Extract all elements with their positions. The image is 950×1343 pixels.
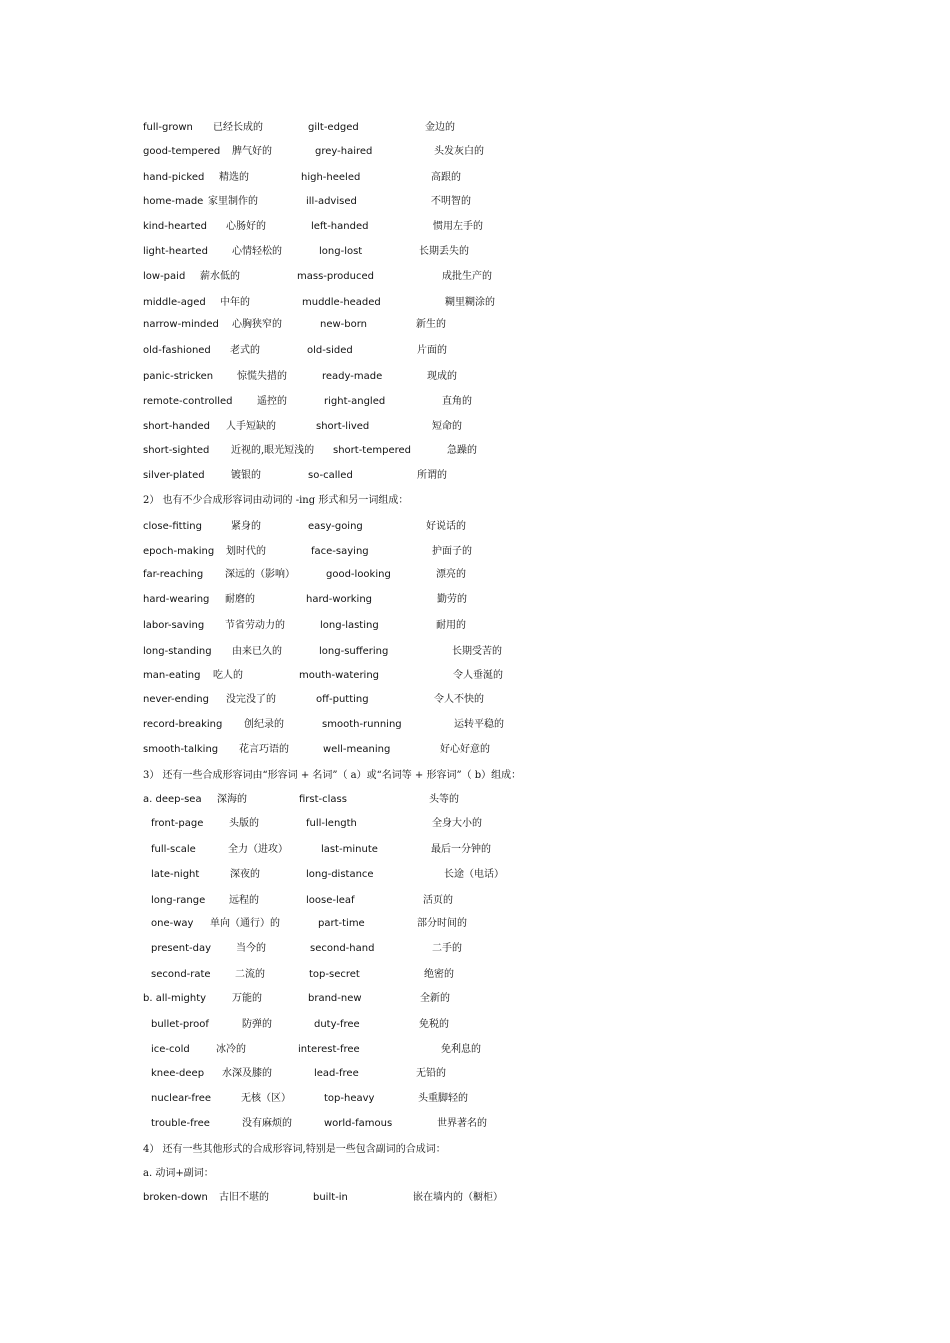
chinese-gloss: 老式的 xyxy=(230,345,260,356)
chinese-gloss: 护面子的 xyxy=(432,546,472,557)
vocab-row xyxy=(0,619,950,637)
chinese-gloss: 长期受苦的 xyxy=(452,646,502,657)
vocab-row xyxy=(0,121,950,139)
english-term: record-breaking xyxy=(143,719,223,730)
english-term: remote-controlled xyxy=(143,396,233,407)
english-term: easy-going xyxy=(308,521,363,532)
chinese-gloss: 高跟的 xyxy=(431,172,461,183)
english-term: middle-aged xyxy=(143,297,206,308)
english-term: first-class xyxy=(299,794,347,805)
vocab-row xyxy=(0,171,950,189)
chinese-gloss: 由来已久的 xyxy=(232,646,282,657)
vocab-row xyxy=(0,992,950,1010)
english-term: good-tempered xyxy=(143,146,221,157)
chinese-gloss: 短命的 xyxy=(432,421,462,432)
section-heading xyxy=(0,769,950,787)
vocab-row xyxy=(0,645,950,663)
english-term: full-length xyxy=(306,818,357,829)
english-term: short-handed xyxy=(143,421,210,432)
chinese-gloss: 吃人的 xyxy=(213,670,243,681)
english-term: brand-new xyxy=(308,993,362,1004)
chinese-gloss: 二流的 xyxy=(235,969,265,980)
english-term: lead-free xyxy=(314,1068,359,1079)
english-term: full-grown xyxy=(143,122,193,133)
english-term: smooth-running xyxy=(322,719,402,730)
chinese-gloss: 心胸狭窄的 xyxy=(232,319,282,330)
english-term: mouth-watering xyxy=(299,670,380,681)
vocab-row xyxy=(0,968,950,986)
chinese-gloss: 耐磨的 xyxy=(225,594,255,605)
english-term: full-scale xyxy=(151,844,196,855)
vocab-row xyxy=(0,220,950,238)
chinese-gloss: 片面的 xyxy=(417,345,447,356)
english-term: second-hand xyxy=(310,943,375,954)
chinese-gloss: 不明智的 xyxy=(431,196,471,207)
english-term: so-called xyxy=(308,470,353,481)
vocab-row xyxy=(0,1117,950,1135)
vocab-row xyxy=(0,469,950,487)
english-term: left-handed xyxy=(311,221,369,232)
english-term: far-reaching xyxy=(143,569,204,580)
vocab-row xyxy=(0,520,950,538)
chinese-gloss: 无铅的 xyxy=(416,1068,446,1079)
chinese-gloss: 全力（进攻） xyxy=(228,844,288,855)
english-term: old-sided xyxy=(307,345,353,356)
english-term: loose-leaf xyxy=(306,895,355,906)
chinese-gloss: 深远的（影响） xyxy=(225,569,295,580)
english-term: hard-wearing xyxy=(143,594,210,605)
english-term: man-eating xyxy=(143,670,201,681)
english-term: light-hearted xyxy=(143,246,208,257)
chinese-gloss: 万能的 xyxy=(232,993,262,1004)
vocab-row xyxy=(0,370,950,388)
english-term: knee-deep xyxy=(151,1068,205,1079)
chinese-gloss: 惊慌失措的 xyxy=(237,371,287,382)
english-term: long-range xyxy=(151,895,206,906)
english-term: hard-working xyxy=(306,594,373,605)
vocab-row xyxy=(0,245,950,263)
english-term: present-day xyxy=(151,943,212,954)
chinese-gloss: 嵌在墙内的（橱柜） xyxy=(413,1192,503,1203)
english-term: face-saying xyxy=(311,546,369,557)
chinese-gloss: 单向（通行）的 xyxy=(210,918,280,929)
vocab-row xyxy=(0,718,950,736)
chinese-gloss: 头发灰白的 xyxy=(434,146,484,157)
vocab-row xyxy=(0,1092,950,1110)
vocab-row xyxy=(0,894,950,912)
english-term: low-paid xyxy=(143,271,186,282)
vocab-row xyxy=(0,817,950,835)
english-term: long-lost xyxy=(319,246,363,257)
english-term: long-distance xyxy=(306,869,374,880)
english-term: panic-stricken xyxy=(143,371,214,382)
english-term: smooth-talking xyxy=(143,744,219,755)
vocab-row xyxy=(0,942,950,960)
chinese-gloss: 创纪录的 xyxy=(244,719,284,730)
chinese-gloss: 漂亮的 xyxy=(436,569,466,580)
chinese-gloss: 划时代的 xyxy=(226,546,266,557)
english-term: world-famous xyxy=(324,1118,393,1129)
english-term: never-ending xyxy=(143,694,209,705)
english-term: nuclear-free xyxy=(151,1093,212,1104)
chinese-gloss: 绝密的 xyxy=(424,969,454,980)
english-term: a. deep-sea xyxy=(143,794,202,805)
english-term: gilt-edged xyxy=(308,122,359,133)
english-term: ice-cold xyxy=(151,1044,190,1055)
chinese-gloss: 头版的 xyxy=(229,818,259,829)
chinese-gloss: 免利息的 xyxy=(441,1044,481,1055)
section-heading xyxy=(0,1143,950,1161)
chinese-gloss: 勤劳的 xyxy=(437,594,467,605)
english-term: ill-advised xyxy=(306,196,357,207)
english-term: good-looking xyxy=(326,569,391,580)
chinese-gloss: 活页的 xyxy=(423,895,453,906)
english-term: late-night xyxy=(151,869,200,880)
english-term: home-made xyxy=(143,196,204,207)
english-term: b. all-mighty xyxy=(143,993,207,1004)
chinese-gloss: 当今的 xyxy=(236,943,266,954)
chinese-gloss: 最后一分钟的 xyxy=(431,844,491,855)
chinese-gloss: 新生的 xyxy=(416,319,446,330)
chinese-gloss: 古旧不堪的 xyxy=(219,1192,269,1203)
english-term: short-sighted xyxy=(143,445,210,456)
chinese-gloss: 运转平稳的 xyxy=(454,719,504,730)
english-term: broken-down xyxy=(143,1192,208,1203)
chinese-gloss: 免税的 xyxy=(419,1019,449,1030)
vocab-row xyxy=(0,868,950,886)
chinese-gloss: 已经长成的 xyxy=(213,122,263,133)
chinese-gloss: 头等的 xyxy=(429,794,459,805)
chinese-gloss: 远程的 xyxy=(229,895,259,906)
english-term: last-minute xyxy=(321,844,378,855)
vocab-row xyxy=(0,270,950,288)
english-term: new-born xyxy=(320,319,368,330)
english-term: mass-produced xyxy=(297,271,374,282)
english-term: close-fitting xyxy=(143,521,202,532)
english-term: labor-saving xyxy=(143,620,205,631)
chinese-gloss: 长途（电话） xyxy=(444,869,504,880)
english-term: ready-made xyxy=(322,371,383,382)
english-term: long-suffering xyxy=(319,646,389,657)
english-term: top-secret xyxy=(309,969,360,980)
chinese-gloss: 耐用的 xyxy=(436,620,466,631)
vocab-row xyxy=(0,593,950,611)
heading-text: 4） 还有一些其他形式的合成形容词,特别是一些包含副词的合成词： xyxy=(143,1144,446,1155)
chinese-gloss: 二手的 xyxy=(432,943,462,954)
chinese-gloss: 成批生产的 xyxy=(442,271,492,282)
vocab-row xyxy=(0,793,950,811)
english-term: epoch-making xyxy=(143,546,215,557)
english-term: narrow-minded xyxy=(143,319,219,330)
chinese-gloss: 全新的 xyxy=(420,993,450,1004)
english-term: kind-hearted xyxy=(143,221,208,232)
chinese-gloss: 节省劳动力的 xyxy=(225,620,285,631)
english-term: duty-free xyxy=(314,1019,360,1030)
vocab-row xyxy=(0,344,950,362)
vocab-row xyxy=(0,195,950,213)
chinese-gloss: 紧身的 xyxy=(231,521,261,532)
heading-text: 2） 也有不少合成形容词由动词的 -ing 形式和另一词组成： xyxy=(143,495,409,506)
chinese-gloss: 遥控的 xyxy=(257,396,287,407)
chinese-gloss: 冰冷的 xyxy=(216,1044,246,1055)
chinese-gloss: 急躁的 xyxy=(447,445,477,456)
chinese-gloss: 防弹的 xyxy=(242,1019,272,1030)
vocab-row xyxy=(0,843,950,861)
chinese-gloss: 所谓的 xyxy=(417,470,447,481)
chinese-gloss: 糊里糊涂的 xyxy=(445,297,495,308)
chinese-gloss: 中年的 xyxy=(220,297,250,308)
english-term: part-time xyxy=(318,918,365,929)
vocab-row xyxy=(0,669,950,687)
section-heading xyxy=(0,494,950,512)
vocab-row xyxy=(0,1018,950,1036)
vocab-row xyxy=(0,318,950,336)
english-term: long-standing xyxy=(143,646,212,657)
chinese-gloss: 无核（区） xyxy=(241,1093,291,1104)
vocab-row xyxy=(0,693,950,711)
chinese-gloss: 好说话的 xyxy=(426,521,466,532)
english-term: bullet-proof xyxy=(151,1019,209,1030)
english-term: long-lasting xyxy=(320,620,379,631)
vocab-row xyxy=(0,917,950,935)
english-term: trouble-free xyxy=(151,1118,210,1129)
chinese-gloss: 金边的 xyxy=(425,122,455,133)
chinese-gloss: 好心好意的 xyxy=(440,744,490,755)
english-term: built-in xyxy=(313,1192,348,1203)
vocab-row xyxy=(0,145,950,163)
heading-text: a. 动词+副词： xyxy=(143,1168,214,1179)
chinese-gloss: 镀银的 xyxy=(231,470,261,481)
chinese-gloss: 没完没了的 xyxy=(226,694,276,705)
chinese-gloss: 长期丢失的 xyxy=(419,246,469,257)
vocab-row xyxy=(0,1191,950,1209)
english-term: old-fashioned xyxy=(143,345,211,356)
english-term: front-page xyxy=(151,818,204,829)
chinese-gloss: 花言巧语的 xyxy=(239,744,289,755)
english-term: silver-plated xyxy=(143,470,205,481)
english-term: hand-picked xyxy=(143,172,205,183)
chinese-gloss: 近视的,眼光短浅的 xyxy=(231,445,315,456)
english-term: off-putting xyxy=(316,694,369,705)
english-term: muddle-headed xyxy=(302,297,381,308)
section-heading xyxy=(0,1167,950,1185)
heading-text: 3） 还有一些合成形容词由“形容词 + 名词”（ a）或“名词等 + 形容词”（ b）组成： xyxy=(143,770,522,781)
vocab-row xyxy=(0,444,950,462)
chinese-gloss: 深海的 xyxy=(217,794,247,805)
chinese-gloss: 世界著名的 xyxy=(437,1118,487,1129)
vocab-row xyxy=(0,1067,950,1085)
chinese-gloss: 没有麻烦的 xyxy=(242,1118,292,1129)
english-term: well-meaning xyxy=(323,744,391,755)
chinese-gloss: 全身大小的 xyxy=(432,818,482,829)
chinese-gloss: 令人垂涎的 xyxy=(453,670,503,681)
vocab-row xyxy=(0,420,950,438)
vocab-row xyxy=(0,545,950,563)
english-term: one-way xyxy=(151,918,194,929)
chinese-gloss: 精选的 xyxy=(219,172,249,183)
chinese-gloss: 令人不快的 xyxy=(434,694,484,705)
english-term: second-rate xyxy=(151,969,211,980)
english-term: top-heavy xyxy=(324,1093,375,1104)
english-term: right-angled xyxy=(324,396,386,407)
vocab-row xyxy=(0,1043,950,1061)
chinese-gloss: 部分时间的 xyxy=(417,918,467,929)
english-term: short-tempered xyxy=(333,445,412,456)
chinese-gloss: 心情轻松的 xyxy=(232,246,282,257)
vocab-row xyxy=(0,296,950,314)
english-term: short-lived xyxy=(316,421,370,432)
chinese-gloss: 直角的 xyxy=(442,396,472,407)
chinese-gloss: 人手短缺的 xyxy=(226,421,276,432)
chinese-gloss: 水深及膝的 xyxy=(222,1068,272,1079)
vocab-row xyxy=(0,743,950,761)
chinese-gloss: 家里制作的 xyxy=(208,196,258,207)
chinese-gloss: 现成的 xyxy=(427,371,457,382)
vocab-row xyxy=(0,395,950,413)
english-term: high-heeled xyxy=(301,172,361,183)
chinese-gloss: 头重脚轻的 xyxy=(418,1093,468,1104)
english-term: grey-haired xyxy=(315,146,373,157)
chinese-gloss: 脾气好的 xyxy=(232,146,272,157)
chinese-gloss: 心肠好的 xyxy=(226,221,266,232)
vocab-row xyxy=(0,568,950,586)
english-term: interest-free xyxy=(298,1044,360,1055)
chinese-gloss: 薪水低的 xyxy=(200,271,240,282)
chinese-gloss: 惯用左手的 xyxy=(433,221,483,232)
chinese-gloss: 深夜的 xyxy=(230,869,260,880)
